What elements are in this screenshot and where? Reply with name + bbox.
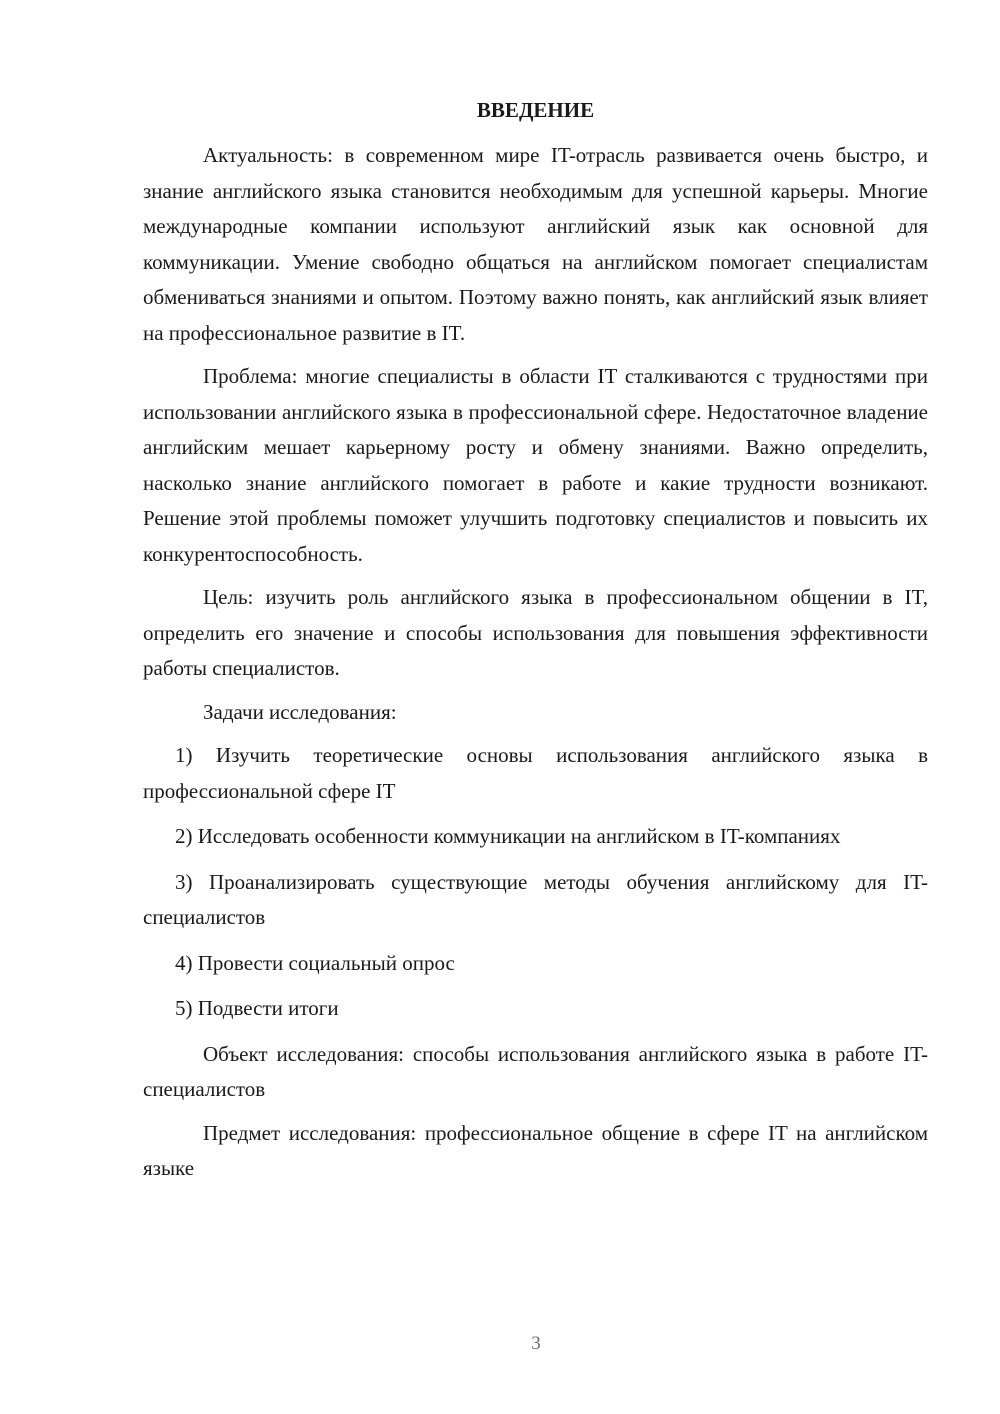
page-title: ВВЕДЕНИЕ xyxy=(476,98,595,122)
task-item-3: 3) Проанализировать существующие методы обучения английскому для IT-специалистов xyxy=(143,869,928,929)
task-item-1: 1) Изучить теоретические основы использования английского языка в профессиональной сфере IT xyxy=(143,743,928,803)
task-item-4: 4) Провести социальный опрос xyxy=(175,950,455,975)
page-number: 3 xyxy=(531,1333,541,1354)
task-item-5: 5) Подвести итоги xyxy=(175,996,339,1020)
task-item-2: 2) Исследовать особенности коммуникации на английском в IT-компаниях xyxy=(175,824,841,848)
subject-paragraph: Предмет исследования: профессиональное общение в сфере IT на английском языке xyxy=(143,1120,928,1180)
tasks-heading: Задачи исследования: xyxy=(203,699,397,724)
problem-paragraph: Проблема: многие специалисты в области IT сталкиваются с трудностями при использовании английского языка в профессиональной сфере. Недостаточное владение английским мешает карьерному росту и обмену знаниями. Важно определить, насколько знание английского помогает в работе и какие трудности возникают. Решение этой проблемы поможет улучшить подготовку специалистов и повысить их конкурентоспособность. xyxy=(143,364,928,566)
object-paragraph: Объект исследования: способы использования английского языка в работе IT-специалистов xyxy=(143,1041,928,1101)
relevance-paragraph: Актуальность: в современном мире IT-отрасль развивается очень быстро, и знание английского языка становится необходимым для успешной карьеры. Многие международные компании используют английский язык как основной для коммуникации. Умение свободно общаться на английском помогает специалистам обмениваться знаниями и опытом. Поэтому важно понять, как английский язык влияет на профессиональное развитие в IT. xyxy=(143,143,928,345)
goal-paragraph: Цель: изучить роль английского языка в профессиональном общении в IT, определить его значение и способы использования для повышения эффективности работы специалистов. xyxy=(143,585,928,680)
